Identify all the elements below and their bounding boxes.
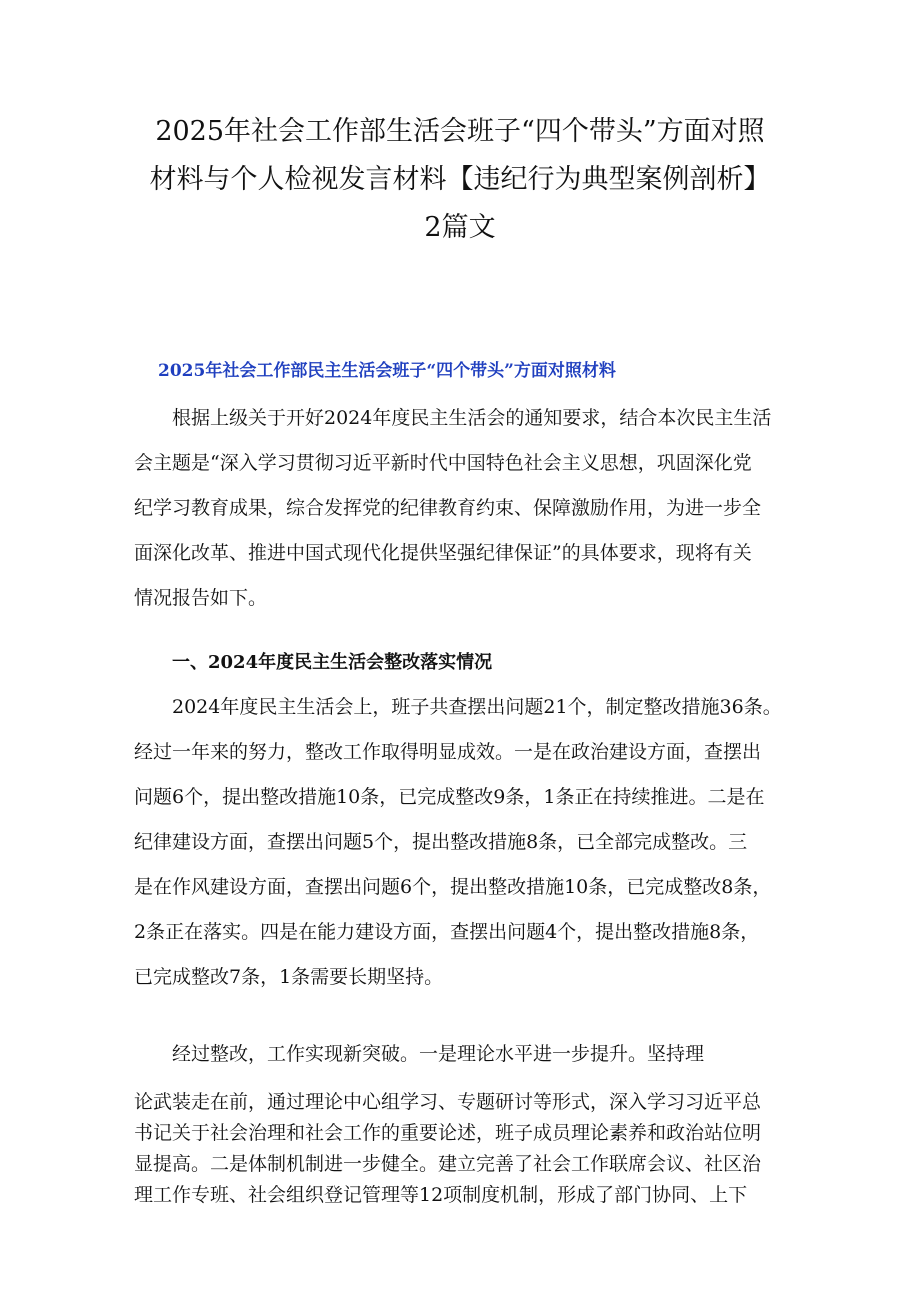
title-line: 材料与个人检视发言材料【违纪行为典型案例剖析】 (149, 164, 771, 195)
paragraph-line: 论武装走在前，通过理论中心组学习、专题研讨等形式，深入学习习近平总 (134, 1091, 762, 1113)
paragraph-line: 理工作专班、社会组织登记管理等12项制度机制，形成了部门协同、上下 (134, 1184, 748, 1206)
paragraph-line: 2024年度民主生活会上，班子共查摆出问题21个，制定整改措施36条。 (134, 696, 782, 718)
paragraph-line: 纪律建设方面，查摆出问题5个，提出整改措施8条，已全部完成整改。三 (134, 831, 748, 853)
section2-paragraph (134, 1087, 794, 1211)
document-title (120, 108, 800, 252)
paragraph-line: 已完成整改7条，1条需要长期坚持。 (134, 966, 444, 988)
section-subtitle: 2025年社会工作部民主生活会班子“四个带头”方面对照材料 (158, 361, 616, 381)
paragraph-line: 2条正在落实。四是在能力建设方面，查摆出问题4个，提出整改措施8条， (134, 921, 760, 943)
title-line: 2篇文 (424, 212, 496, 243)
intro-paragraph (134, 396, 794, 621)
paragraph-line: 面深化改革、推进中国式现代化提供坚强纪律保证”的具体要求，现将有关 (134, 542, 752, 564)
paragraph-line: 经过一年来的努力，整改工作取得明显成效。一是在政治建设方面，查摆出 (134, 741, 762, 763)
paragraph-line: 显提高。二是体制机制进一步健全。建立完善了社会工作联席会议、社区治 (134, 1153, 762, 1175)
section2-first-line: 经过整改，工作实现新突破。一是理论水平进一步提升。坚持理 (172, 1043, 705, 1065)
paragraph-line: 情况报告如下。 (134, 587, 268, 609)
section1-paragraph (134, 685, 794, 1000)
paragraph-line: 问题6个，提出整改措施10条，已完成整改9条，1条正在持续推进。二是在 (134, 786, 765, 808)
paragraph-line: 是在作风建设方面，查摆出问题6个，提出整改措施10条，已完成整改8条， (134, 876, 772, 898)
title-line: 2025年社会工作部生活会班子“四个带头”方面对照 (155, 116, 765, 147)
paragraph-line: 纪学习教育成果，综合发挥党的纪律教育约束、保障激励作用，为进一步全 (134, 497, 762, 519)
paragraph-line: 书记关于社会治理和社会工作的重要论述，班子成员理论素养和政治站位明 (134, 1122, 762, 1144)
section-heading: 一、2024年度民主生活会整改落实情况 (172, 652, 493, 673)
paragraph-line: 会主题是“深入学习贯彻习近平新时代中国特色社会主义思想，巩固深化党 (134, 452, 752, 474)
paragraph-line: 根据上级关于开好2024年度民主生活会的通知要求，结合本次民主生活 (134, 407, 772, 429)
